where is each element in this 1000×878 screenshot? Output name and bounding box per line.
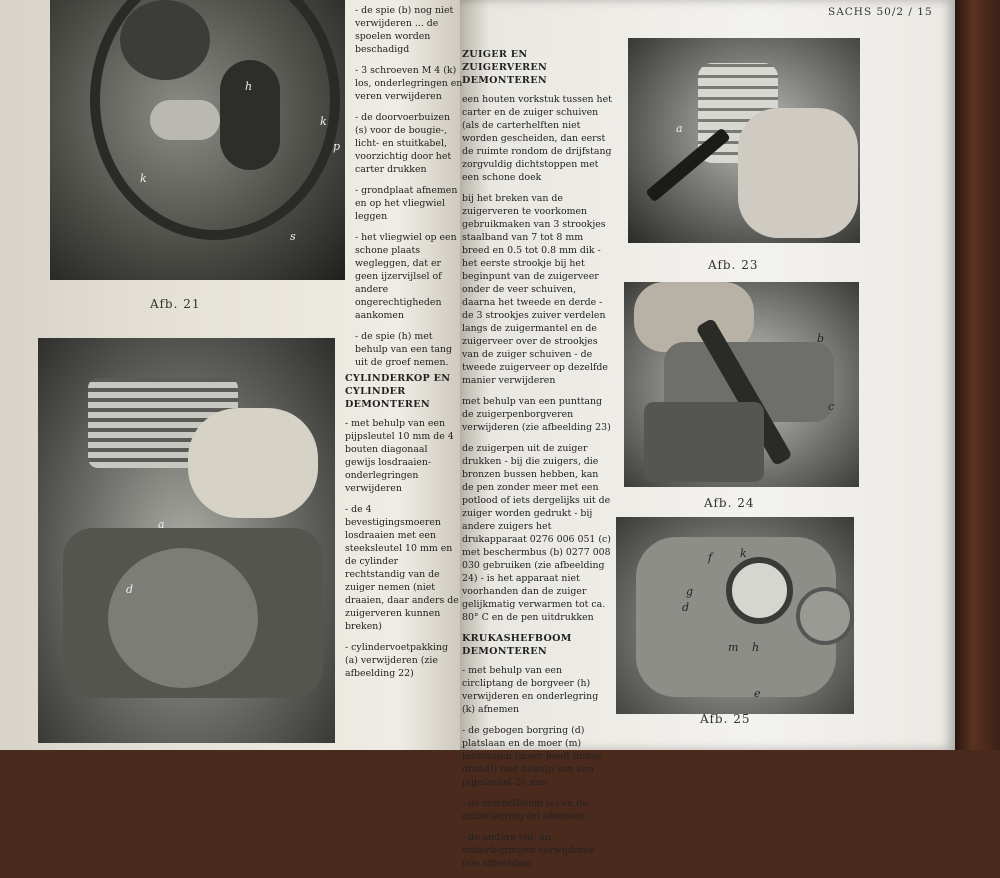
figure-21-label-k: k <box>320 115 327 128</box>
left-step-4: - grondplaat afnemen en op het vliegwiel leggen <box>355 185 458 222</box>
figure-21-label-k2: k <box>140 172 147 185</box>
figure-21-caption: Afb. 21 <box>150 297 201 311</box>
figure-23-photo <box>628 38 860 243</box>
right-text-column <box>462 48 612 878</box>
wooden-table-edge <box>955 0 1000 750</box>
left-step-5: - het vliegwiel op een schone plaats wegleggen, dat er geen ijzervijlsel of andere ongerechtigheden aankomen <box>355 232 457 321</box>
krukas-step-4: - de andere vul- en onderlegringen verwijderen (zie afbeelding <box>462 832 596 869</box>
cylinder-step-2: - de 4 bevestigingsmoeren losdraaien met een steeksleutel 10 mm en de cylinder rechtstandig van de zuiger nemen (niet draaien, daar anders de zuigerveren kunnen breken) <box>345 504 459 632</box>
figure-24-label-b: b <box>817 332 825 345</box>
cylinder-heading: CYLINDERKOP EN CYLINDER DEMONTEREN <box>345 373 451 410</box>
left-step-2: - 3 schroeven M 4 (k) los, onderlegringen en veren verwijderen <box>355 65 463 102</box>
figure-21-photo <box>50 0 345 280</box>
krukas-step-3: - de remhefboom (e) en de onderlegring (g) afnemen <box>462 798 588 822</box>
figure-21-label-h: h <box>245 80 253 93</box>
figure-24-caption: Afb. 24 <box>704 496 755 510</box>
figure-25-label-e: e <box>754 687 761 700</box>
figure-21-label-p: p <box>333 140 341 153</box>
figure-25-label-h: h <box>752 641 760 654</box>
cylinder-step-1: - met behulp van een pijpsleutel 10 mm de 4 bouten diagonaal gewijs losdraaien- onderlegringen verwijderen <box>345 418 454 494</box>
figure-22-label-a: a <box>158 518 165 531</box>
figure-21-label-s: s <box>290 230 296 243</box>
figure-25-label-d: d <box>682 601 690 614</box>
krukas-step-2: - de gebogen borgring (d) platslaan en de moer (m) losdraaien (moer heeft linkse draad!) met behulp van een pijpsleutel 26 mm <box>462 725 602 788</box>
krukas-heading: KRUKASHEFBOOM DEMONTEREN <box>462 633 572 657</box>
figure-25-label-k: k <box>740 547 747 560</box>
cylinder-step-3: - cylindervoetpakking (a) verwijderen (zie afbeelding 22) <box>345 642 449 679</box>
figure-25-label-m: m <box>728 641 739 654</box>
figure-23-caption: Afb. 23 <box>708 258 759 272</box>
left-text-column <box>355 4 465 377</box>
left-step-6: - de spie (h) met behulp van een tang uit de groef nemen. <box>355 331 453 368</box>
borgveren-step: met behulp van een punttang de zuigerpenborgveren verwijderen (zie afbeelding 23) <box>462 396 611 433</box>
figure-25-photo <box>616 517 854 714</box>
zuiger-heading: ZUIGER EN ZUIGERVEREN DEMONTEREN <box>462 49 548 86</box>
page-header: SACHS 50/2 / 15 <box>828 6 933 18</box>
krukas-step-1: - met behulp van een circliptang de borgveer (h) verwijderen en onderlegring (k) afnemen <box>462 665 599 715</box>
zuiger-intro: een houten vorkstuk tussen het carter en de zuiger schuiven (als de carterhelften niet worden gescheiden, dan eerst de ruimte rondom de drijfstang zorgvuldig dichtstoppen met een schone doek <box>462 94 612 183</box>
figure-25-caption: Afb. 25 <box>700 712 751 726</box>
figure-25-label-f: f <box>708 551 713 564</box>
figure-25-label-g: g <box>686 585 694 598</box>
cylinder-section <box>345 372 460 688</box>
figure-24-photo <box>624 282 859 487</box>
left-step-3: - de doorvoerbuizen (s) voor de bougie-, licht- en stuitkabel, voorzichtig door het carter drukken <box>355 112 452 175</box>
left-step-1: - de spie (b) nog niet verwijderen ... de spoelen worden beschadigd <box>355 5 454 55</box>
figure-23-label-a: a <box>676 122 683 135</box>
zuigerpen-step: de zuigerpen uit de zuiger drukken - bij die zuigers, die bronzen bussen hebben, kan de pen zonder meer met een potlood of iets dergelijks uit de zuiger worden gedrukt - bij andere zuigers het drukapparaat 0276 006 051 (c) met beschermbus (b) 0277 008 030 gebruiken (zie afbeelding 24) - is het apparaat niet voorhanden dan de zuiger gelijkmatig verwarmen tot ca. 80° C en de pen uitdrukken <box>462 443 611 623</box>
figure-22-label-d: d <box>126 583 134 596</box>
figure-24-label-c: c <box>828 400 835 413</box>
figure-22-photo <box>38 338 335 743</box>
zuigerveren-step: bij het breken van de zuigerveren te voorkomen gebruikmaken van 3 strookjes staalband van 7 tot 8 mm breed en 0.5 tot 0.8 mm dik - het eerste strookje bij het beginpunt van de zuigerveer onder de veer schuiven, daarna het tweede en derde - de 3 strookjes zuiver verdelen langs de zuigermantel en de zuigerveer over de strookjes van de zuiger schuiven - de tweede zuigerveer op dezelfde manier verwijderen <box>462 193 608 386</box>
